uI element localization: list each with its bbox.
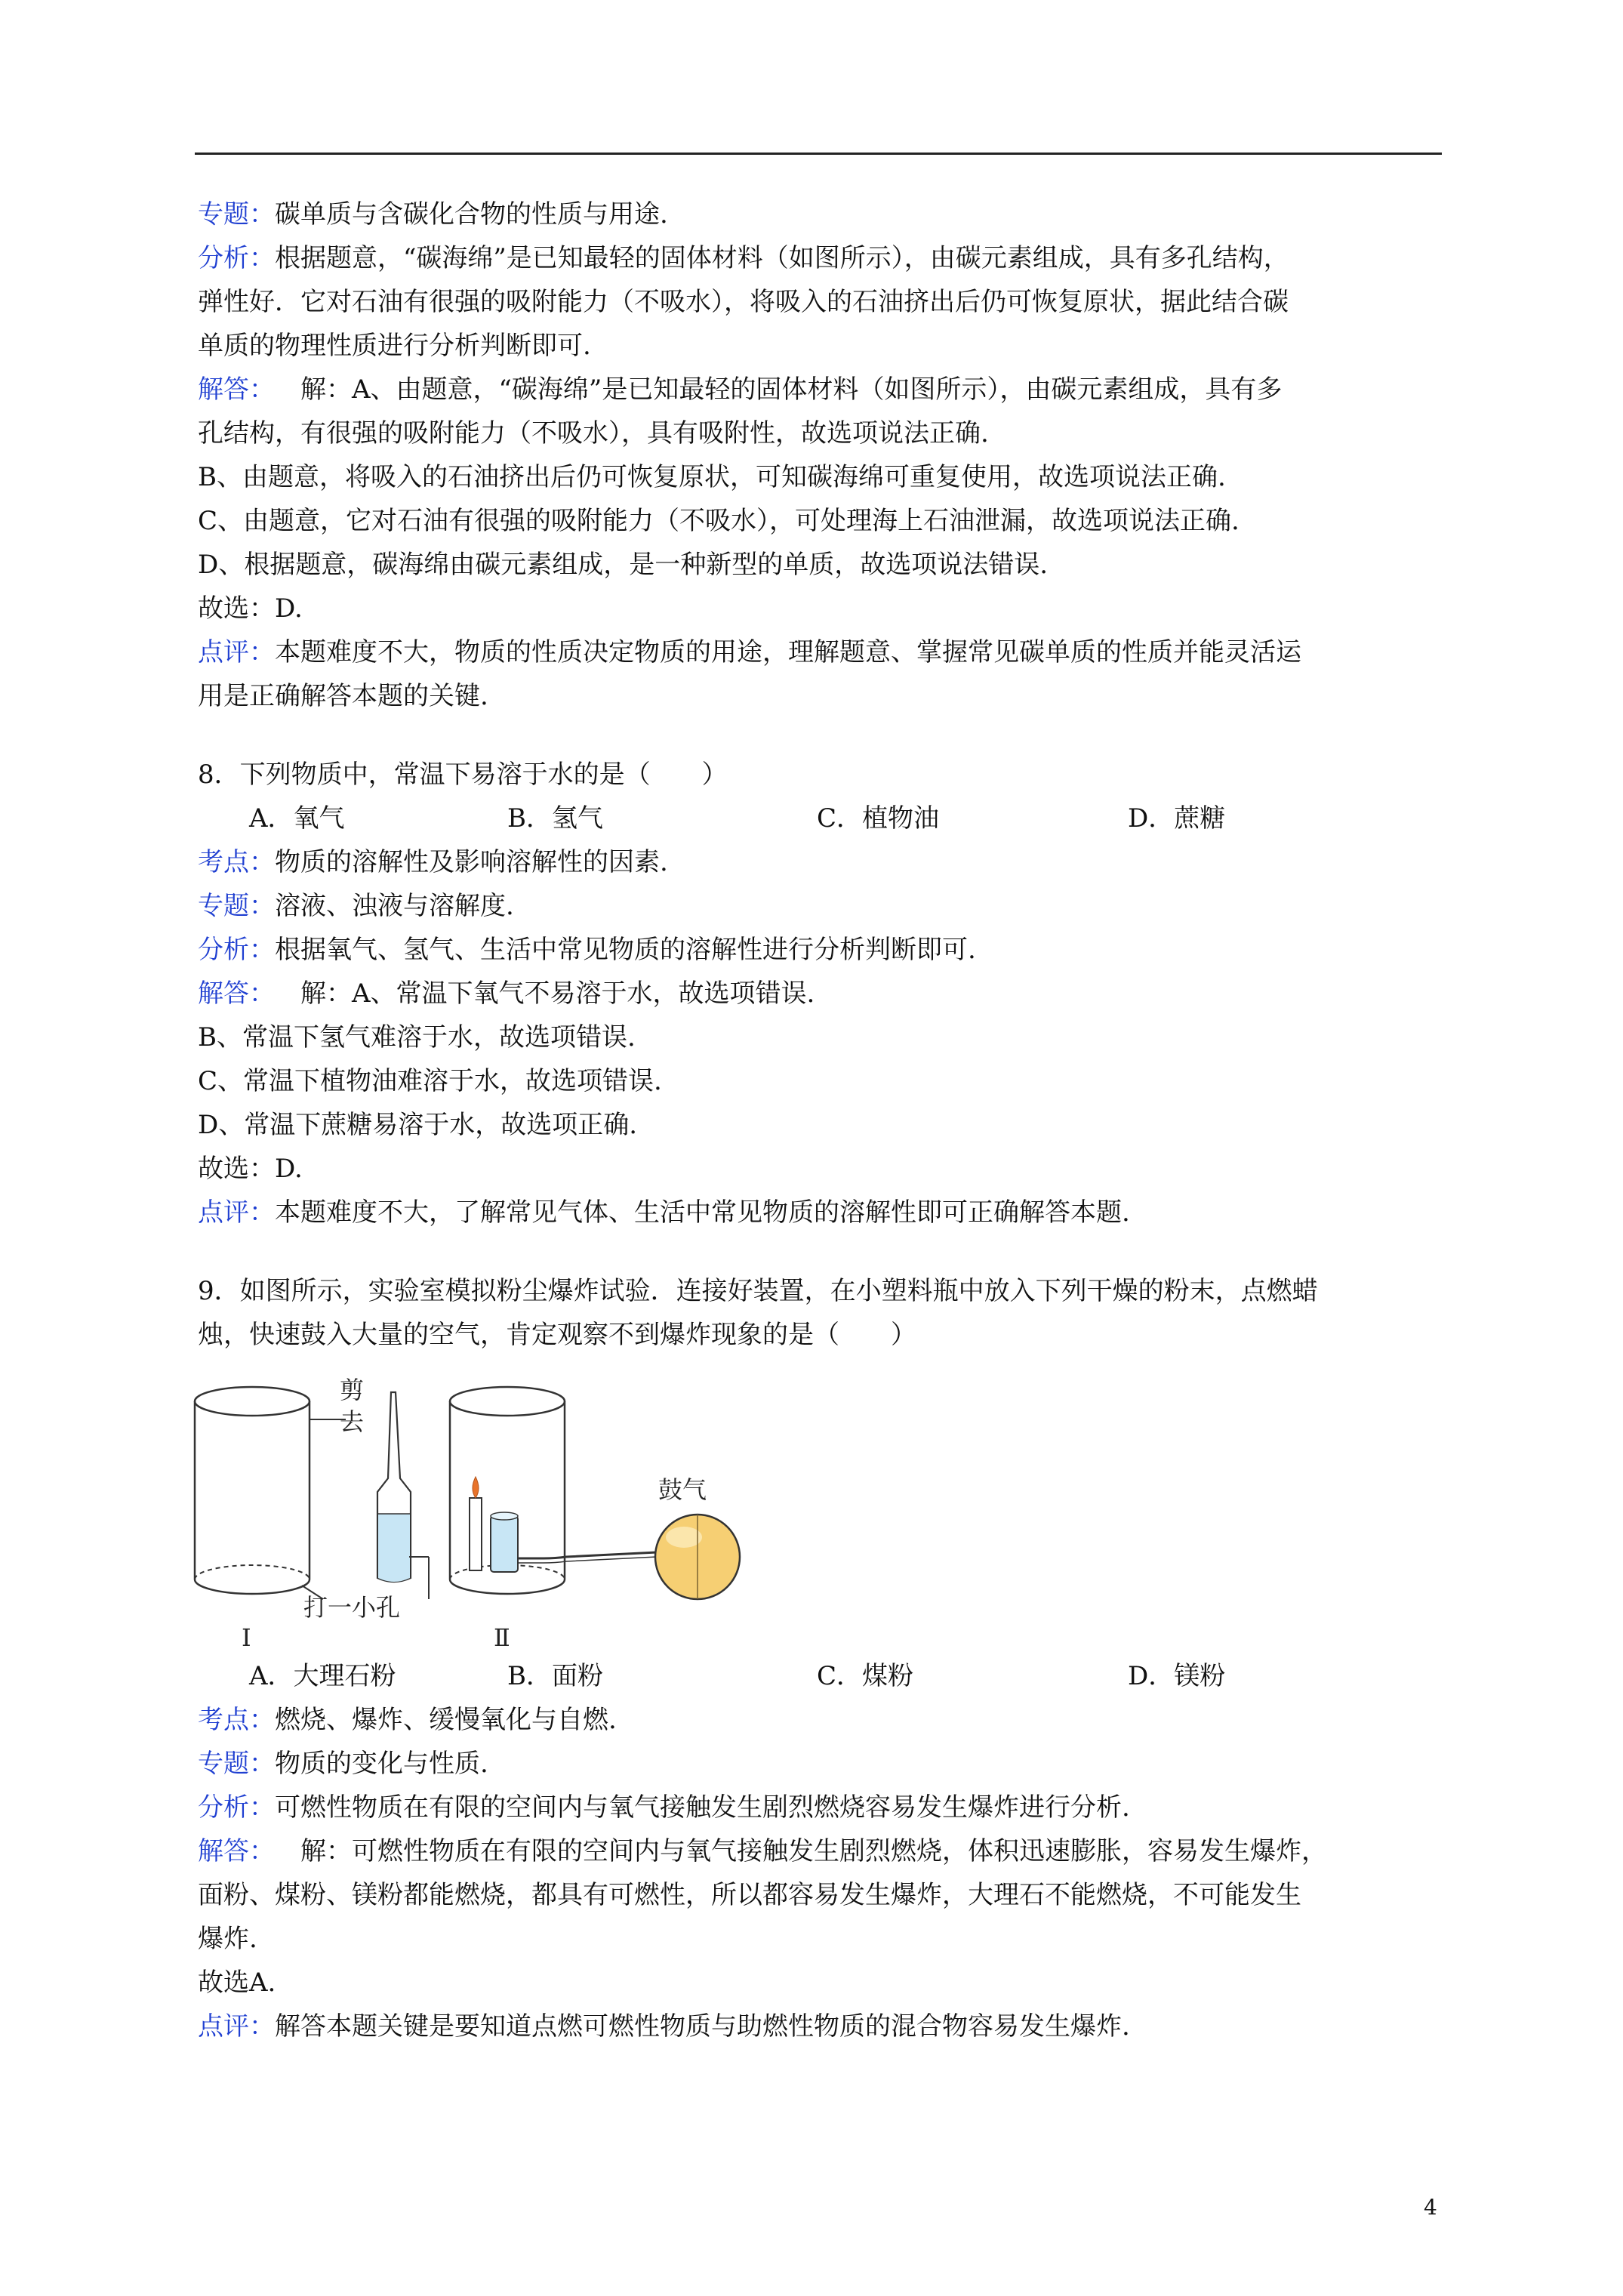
q8-topic-line: 专题：溶液、浊液与溶解度.: [198, 891, 514, 921]
q8-answer-line-1: 解答： 解：A、常温下氧气不易溶于水，故选项错误.: [198, 978, 815, 1009]
q9-analysis-line: 分析：可燃性物质在有限的空间内与氧气接触发生剧烈燃烧容易发生爆炸进行分析.: [198, 1792, 1130, 1823]
q9-option-c: C．煤粉: [817, 1661, 914, 1691]
q8-answer-line-4: D、常温下蔗糖易溶于水，故选项正确.: [198, 1110, 638, 1140]
topic-label: 专题：: [198, 891, 275, 921]
analysis-label: 分析：: [198, 243, 275, 273]
q7-answer-line-5: D、根据题意，碳海绵由碳元素组成，是一种新型的单质，故选项说法错误.: [198, 550, 1049, 580]
page-number: 4: [1424, 2195, 1437, 2220]
q7-answer-line-4: C、由题意，它对石油有很强的吸附能力（不吸水），可处理海上石油泄漏，故选项说法正确.: [198, 506, 1240, 536]
q9-option-d: D．镁粉: [1128, 1661, 1226, 1691]
cylinder-container-1: [195, 1387, 310, 1594]
small-plastic-bottle: [491, 1512, 518, 1572]
hole-label: 打一小孔: [303, 1593, 401, 1622]
candle: [470, 1477, 482, 1570]
answer-label: 解答：: [198, 1836, 275, 1866]
blow-label: 鼓气: [658, 1475, 707, 1504]
answer-label: 解答：: [198, 978, 275, 1009]
point-label: 考点：: [198, 847, 275, 877]
q9-stem-line-2: 烛，快速鼓入大量的空气，肯定观察不到爆炸现象的是（ ）: [198, 1320, 916, 1350]
q8-option-a: A．氧气: [249, 803, 345, 834]
q8-option-c: C．植物油: [817, 803, 940, 834]
q9-answer-line-1: 解答： 解：可燃性物质在有限的空间内与氧气接触发生剧烈燃烧，体积迅速膨胀，容易发生爆炸，: [198, 1836, 1327, 1866]
topic-label: 专题：: [198, 199, 275, 230]
q9-option-b: B．面粉: [507, 1661, 603, 1691]
q7-analysis-line-2: 弹性好．它对石油有很强的吸附能力（不吸水），将吸入的石油挤出后仍可恢复原状，据此结合碳: [198, 287, 1289, 317]
q7-answer-line-1: 解答： 解：A、由题意，“碳海绵”是已知最轻的固体材料（如图所示），由碳元素组成，具有多: [198, 374, 1283, 405]
q9-point-line: 考点：燃烧、爆炸、缓慢氧化与自燃.: [198, 1705, 617, 1735]
bellows-balloon: [655, 1515, 740, 1599]
q9-option-a: A．大理石粉: [249, 1661, 396, 1691]
header-rule: [195, 153, 1442, 155]
q7-analysis-line-1: 分析：根据题意，“碳海绵”是已知最轻的固体材料（如图所示），由碳元素组成，具有多孔结构，: [198, 243, 1289, 273]
q7-comment-line-1: 点评：本题难度不大，物质的性质决定物质的用途，理解题意、掌握常见碳单质的性质并能灵活运: [198, 637, 1301, 667]
analysis-label: 分析：: [198, 935, 275, 965]
q9-answer-line-4: 故选A.: [198, 1968, 276, 1998]
q9-comment-line: 点评：解答本题关键是要知道点燃可燃性物质与助燃性物质的混合物容易发生爆炸.: [198, 2011, 1130, 2042]
answer-label: 解答：: [198, 374, 275, 405]
q7-analysis-line-3: 单质的物理性质进行分析判断即可.: [198, 331, 591, 361]
cut-label-2: 去: [340, 1407, 365, 1436]
comment-label: 点评：: [198, 637, 275, 667]
q8-point-line: 考点：物质的溶解性及影响溶解性的因素.: [198, 847, 668, 877]
q8-option-b: B．氢气: [507, 803, 603, 834]
comment-label: 点评：: [198, 2011, 275, 2042]
q8-stem: 8．下列物质中，常温下易溶于水的是（ ）: [198, 760, 728, 790]
dust-explosion-apparatus-figure: [189, 1359, 853, 1653]
q7-answer-line-3: B、由题意，将吸入的石油挤出后仍可恢复原状，可知碳海绵可重复使用，故选项说法正确.: [198, 462, 1226, 492]
apparatus-label-1: Ⅰ: [242, 1623, 251, 1652]
q9-answer-line-3: 爆炸.: [198, 1924, 257, 1954]
q8-option-d: D．蔗糖: [1128, 803, 1226, 834]
q9-topic-line: 专题：物质的变化与性质.: [198, 1749, 488, 1779]
q7-answer-line-6: 故选：D.: [198, 593, 303, 624]
q7-topic-line: [198, 199, 668, 230]
q8-answer-line-5: 故选：D.: [198, 1154, 303, 1184]
analysis-label: 分析：: [198, 1792, 275, 1823]
q8-answer-line-2: B、常温下氢气难溶于水，故选项错误.: [198, 1022, 636, 1052]
plastic-bottle: [377, 1392, 411, 1582]
q7-answer-line-2: 孔结构，有很强的吸附能力（不吸水），具有吸附性，故选项说法正确.: [198, 418, 989, 448]
topic-text: 碳单质与含碳化合物的性质与用途.: [275, 199, 668, 230]
q8-analysis-line: 分析：根据氧气、氢气、生活中常见物质的溶解性进行分析判断即可.: [198, 935, 976, 965]
cut-label-1: 剪: [340, 1376, 365, 1404]
comment-label: 点评：: [198, 1197, 275, 1228]
q7-comment-line-2: 用是正确解答本题的关键.: [198, 681, 488, 711]
apparatus-label-2: Ⅱ: [494, 1623, 510, 1652]
q9-answer-line-2: 面粉、煤粉、镁粉都能燃烧，都具有可燃性，所以都容易发生爆炸，大理石不能燃烧，不可能发生: [198, 1880, 1301, 1910]
q9-stem-line-1: 9．如图所示，实验室模拟粉尘爆炸试验．连接好装置，在小塑料瓶中放入下列干燥的粉末，点燃蜡: [198, 1276, 1318, 1306]
topic-label: 专题：: [198, 1749, 275, 1779]
point-label: 考点：: [198, 1705, 275, 1735]
q8-comment-line: 点评：本题难度不大，了解常见气体、生活中常见物质的溶解性即可正确解答本题.: [198, 1197, 1130, 1228]
q8-answer-line-3: C、常温下植物油难溶于水，故选项错误.: [198, 1066, 662, 1096]
